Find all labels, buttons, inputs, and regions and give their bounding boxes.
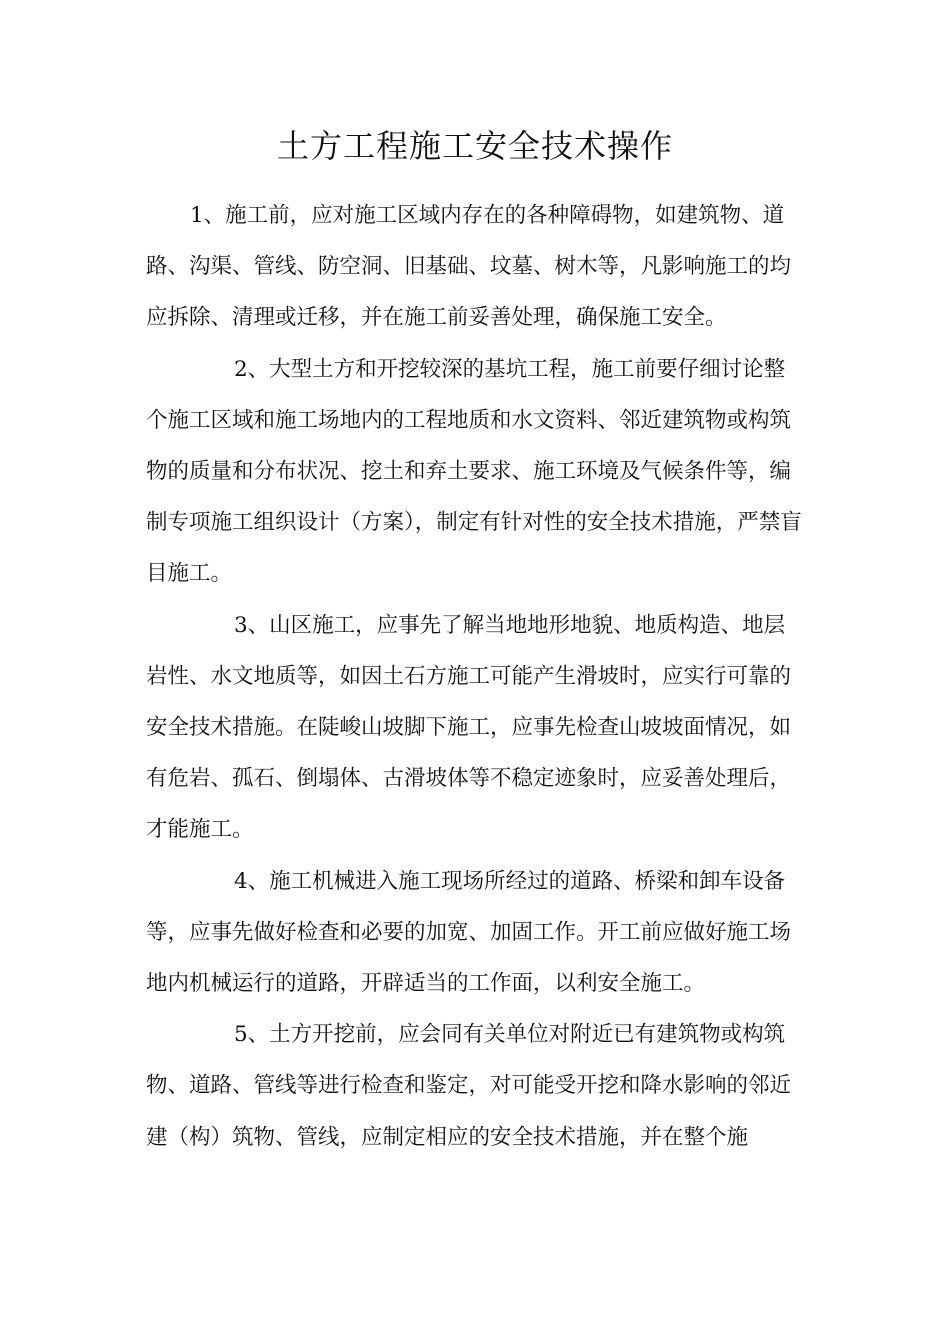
document-body <box>146 190 806 1163</box>
paragraph-3: 3、山区施工，应事先了解当地地形地貌、地质构造、地层岩性、水文地质等，如因土石方施工可能产生滑坡时，应实行可靠的安全技术措施。在陡峻山坡脚下施工，应事先检查山坡坡面情况，如有危岩、孤石、倒塌体、古滑坡体等不稳定迹象时，应妥善处理后，才能施工。 <box>146 612 792 843</box>
paragraph-4: 4、施工机械进入施工现场所经过的道路、桥梁和卸车设备等，应事先做好检查和必要的加宽、加固工作。开工前应做好施工场地内机械运行的道路，开辟适当的工作面，以利安全施工。 <box>146 868 792 997</box>
paragraph-1: 1、施工前，应对施工区域内存在的各种障碍物，如建筑物、道路、沟渠、管线、防空洞、旧基础、坟墓、树木等，凡影响施工的均应拆除、清理或迁移，并在施工前妥善处理，确保施工安全。 <box>146 203 792 331</box>
paragraph-5: 5、土方开挖前，应会同有关单位对附近已有建筑物或构筑物、道路、管线等进行检查和鉴定，对可能受开挖和降水影响的邻近建（构）筑物、管线，应制定相应的安全技术措施，并在整个施 <box>146 1022 792 1150</box>
paragraph-2: 2、大型土方和开挖较深的基坑工程，施工前要仔细讨论整个施工区域和施工场地内的工程地质和水文资料、邻近建筑物或构筑物的质量和分布状况、挖土和弃土要求、施工环境及气候条件等，编制专项施工组织设计（方案），制定有针对性的安全技术措施，严禁盲目施工。 <box>146 356 802 587</box>
document-title: 土方工程施工安全技术操作 <box>276 127 673 165</box>
